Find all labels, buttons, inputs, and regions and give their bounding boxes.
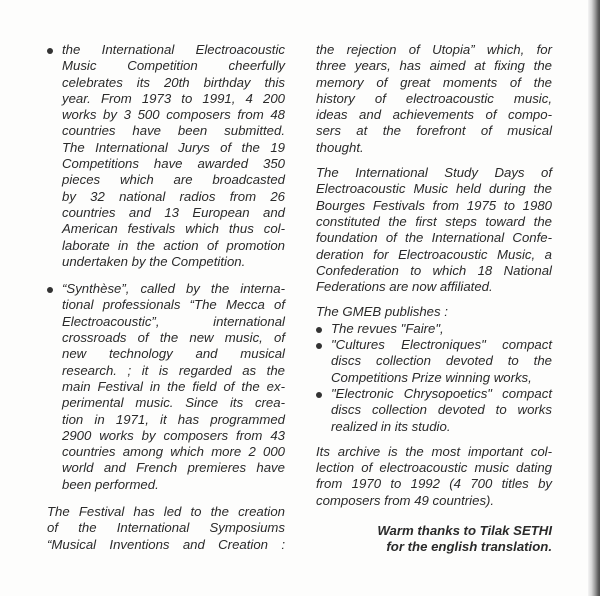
- text-line: celebrates its 20th birthday this: [62, 74, 285, 90]
- text-line: undertaken by the Competition.: [62, 253, 246, 269]
- text-line: Its archive is the most important col-: [316, 443, 552, 459]
- text-line: research. ; it is regarded as the: [62, 362, 285, 378]
- text-line: lection of electroacoustic music dating: [316, 460, 552, 476]
- text-line: The revues "Faire",: [331, 320, 444, 336]
- bullet-synthese: [47, 281, 285, 493]
- text-line: realized in its studio.: [331, 418, 451, 434]
- text-line: The Festival has led to the creation: [47, 504, 285, 520]
- text-line: pieces which are broadcasted: [62, 172, 285, 188]
- text-line: new technology and musical: [62, 346, 285, 362]
- text-line: countries among which more 2 000: [62, 444, 285, 460]
- text-line: by 32 national radios from 26: [62, 188, 285, 204]
- text-line: main Festival in the field of the ex-: [62, 378, 285, 394]
- paragraph-festival: [47, 504, 285, 553]
- publication-item-faire: [316, 321, 552, 337]
- text-line: 2900 works by composers from 43: [62, 427, 285, 443]
- text-line: laborate in the action of promotion: [62, 237, 285, 253]
- text-line: tion in 1971, it has programmed: [62, 411, 285, 427]
- page-edge-shadow: [588, 0, 600, 596]
- translation-credit: [316, 523, 552, 556]
- text-line: countries have been submitted.: [62, 123, 285, 139]
- publication-item-cultures-electroniques: [316, 337, 552, 386]
- text-line: “Musical Inventions and Creation :: [47, 536, 285, 552]
- left-column: [47, 42, 285, 553]
- text-line: history of electroacoustic music,: [316, 90, 552, 106]
- paragraph-study-days: [316, 165, 552, 295]
- gmeb-publications: [316, 304, 552, 434]
- right-column: [316, 42, 552, 556]
- text-line: Music Competition cheerfully: [62, 58, 285, 74]
- bullet-dot-icon: [47, 48, 53, 54]
- bullet-dot-icon: [316, 327, 322, 333]
- text-line: three years, has aimed at fixing the: [316, 58, 552, 74]
- bullet-competition: [47, 42, 285, 270]
- text-line: discs collection devoted to the: [331, 353, 552, 369]
- text-line: constituted the first steps toward the: [316, 213, 552, 229]
- text-line: ideas and achievements of compo-: [316, 107, 552, 123]
- publication-item-electronic-chrysopoetics: [316, 386, 552, 435]
- text-line: discs collection devoted to works: [331, 402, 552, 418]
- text-line: deration for Electroacoustic Music, a: [316, 246, 552, 262]
- bullet-dot-icon: [316, 392, 322, 398]
- text-line: foundation of the International Confe-: [316, 230, 552, 246]
- text-line: The International Study Days of: [316, 165, 552, 181]
- bullet-dot-icon: [316, 343, 322, 349]
- text-line: sers at the forefront of musical: [316, 123, 552, 139]
- text-line: Electroacoustic Music held during the: [316, 181, 552, 197]
- text-line: from 1970 to 1992 (4 700 titles by: [316, 476, 552, 492]
- text-line: thought.: [316, 139, 364, 155]
- text-line: works by 3 500 composers from 48: [62, 107, 285, 123]
- text-line: memory of great moments of the: [316, 74, 552, 90]
- text-line: Warm thanks to Tilak SETHI: [377, 523, 552, 539]
- text-line: "Electronic Chrysopoetics" compact: [331, 385, 552, 401]
- text-line: Competitions have awarded 350: [62, 156, 285, 172]
- text-line: countries and 13 European and: [62, 204, 285, 220]
- text-line: perimental music. Since its crea-: [62, 395, 285, 411]
- text-line: for the english translation.: [386, 539, 552, 555]
- text-line: Electroacoustic”, international: [62, 313, 285, 329]
- text-line: Federations are now affiliated.: [316, 279, 493, 295]
- text-line: Confederation to which 18 National: [316, 262, 552, 278]
- text-line: “Synthèse”, called by the interna-: [62, 281, 285, 297]
- gmeb-intro: The GMEB publishes :: [316, 304, 448, 320]
- text-line: composers from 49 countries).: [316, 492, 495, 508]
- text-line: year. From 1973 to 1991, 4 200: [62, 90, 285, 106]
- bullet-dot-icon: [47, 287, 53, 293]
- text-line: "Cultures Electroniques" compact: [331, 337, 552, 353]
- text-line: Competitions Prize winning works,: [331, 369, 532, 385]
- text-line: Bourges Festivals from 1975 to 1980: [316, 197, 552, 213]
- text-line: world and French premieres have: [62, 460, 285, 476]
- text-line: been performed.: [62, 476, 159, 492]
- text-line: The International Jurys of the 19: [62, 139, 285, 155]
- text-line: the International Electroacoustic: [62, 42, 285, 57]
- text-line: tional professionals “The Mecca of: [62, 297, 285, 313]
- text-line: crossroads of the new music, of: [62, 330, 285, 346]
- paragraph-archive: [316, 444, 552, 509]
- text-line: of the International Symposiums: [47, 520, 285, 536]
- paragraph-utopia: [316, 42, 552, 156]
- text-line: the rejection of Utopia” which, for: [316, 42, 552, 57]
- text-line: American festivals which thus col-: [62, 221, 285, 237]
